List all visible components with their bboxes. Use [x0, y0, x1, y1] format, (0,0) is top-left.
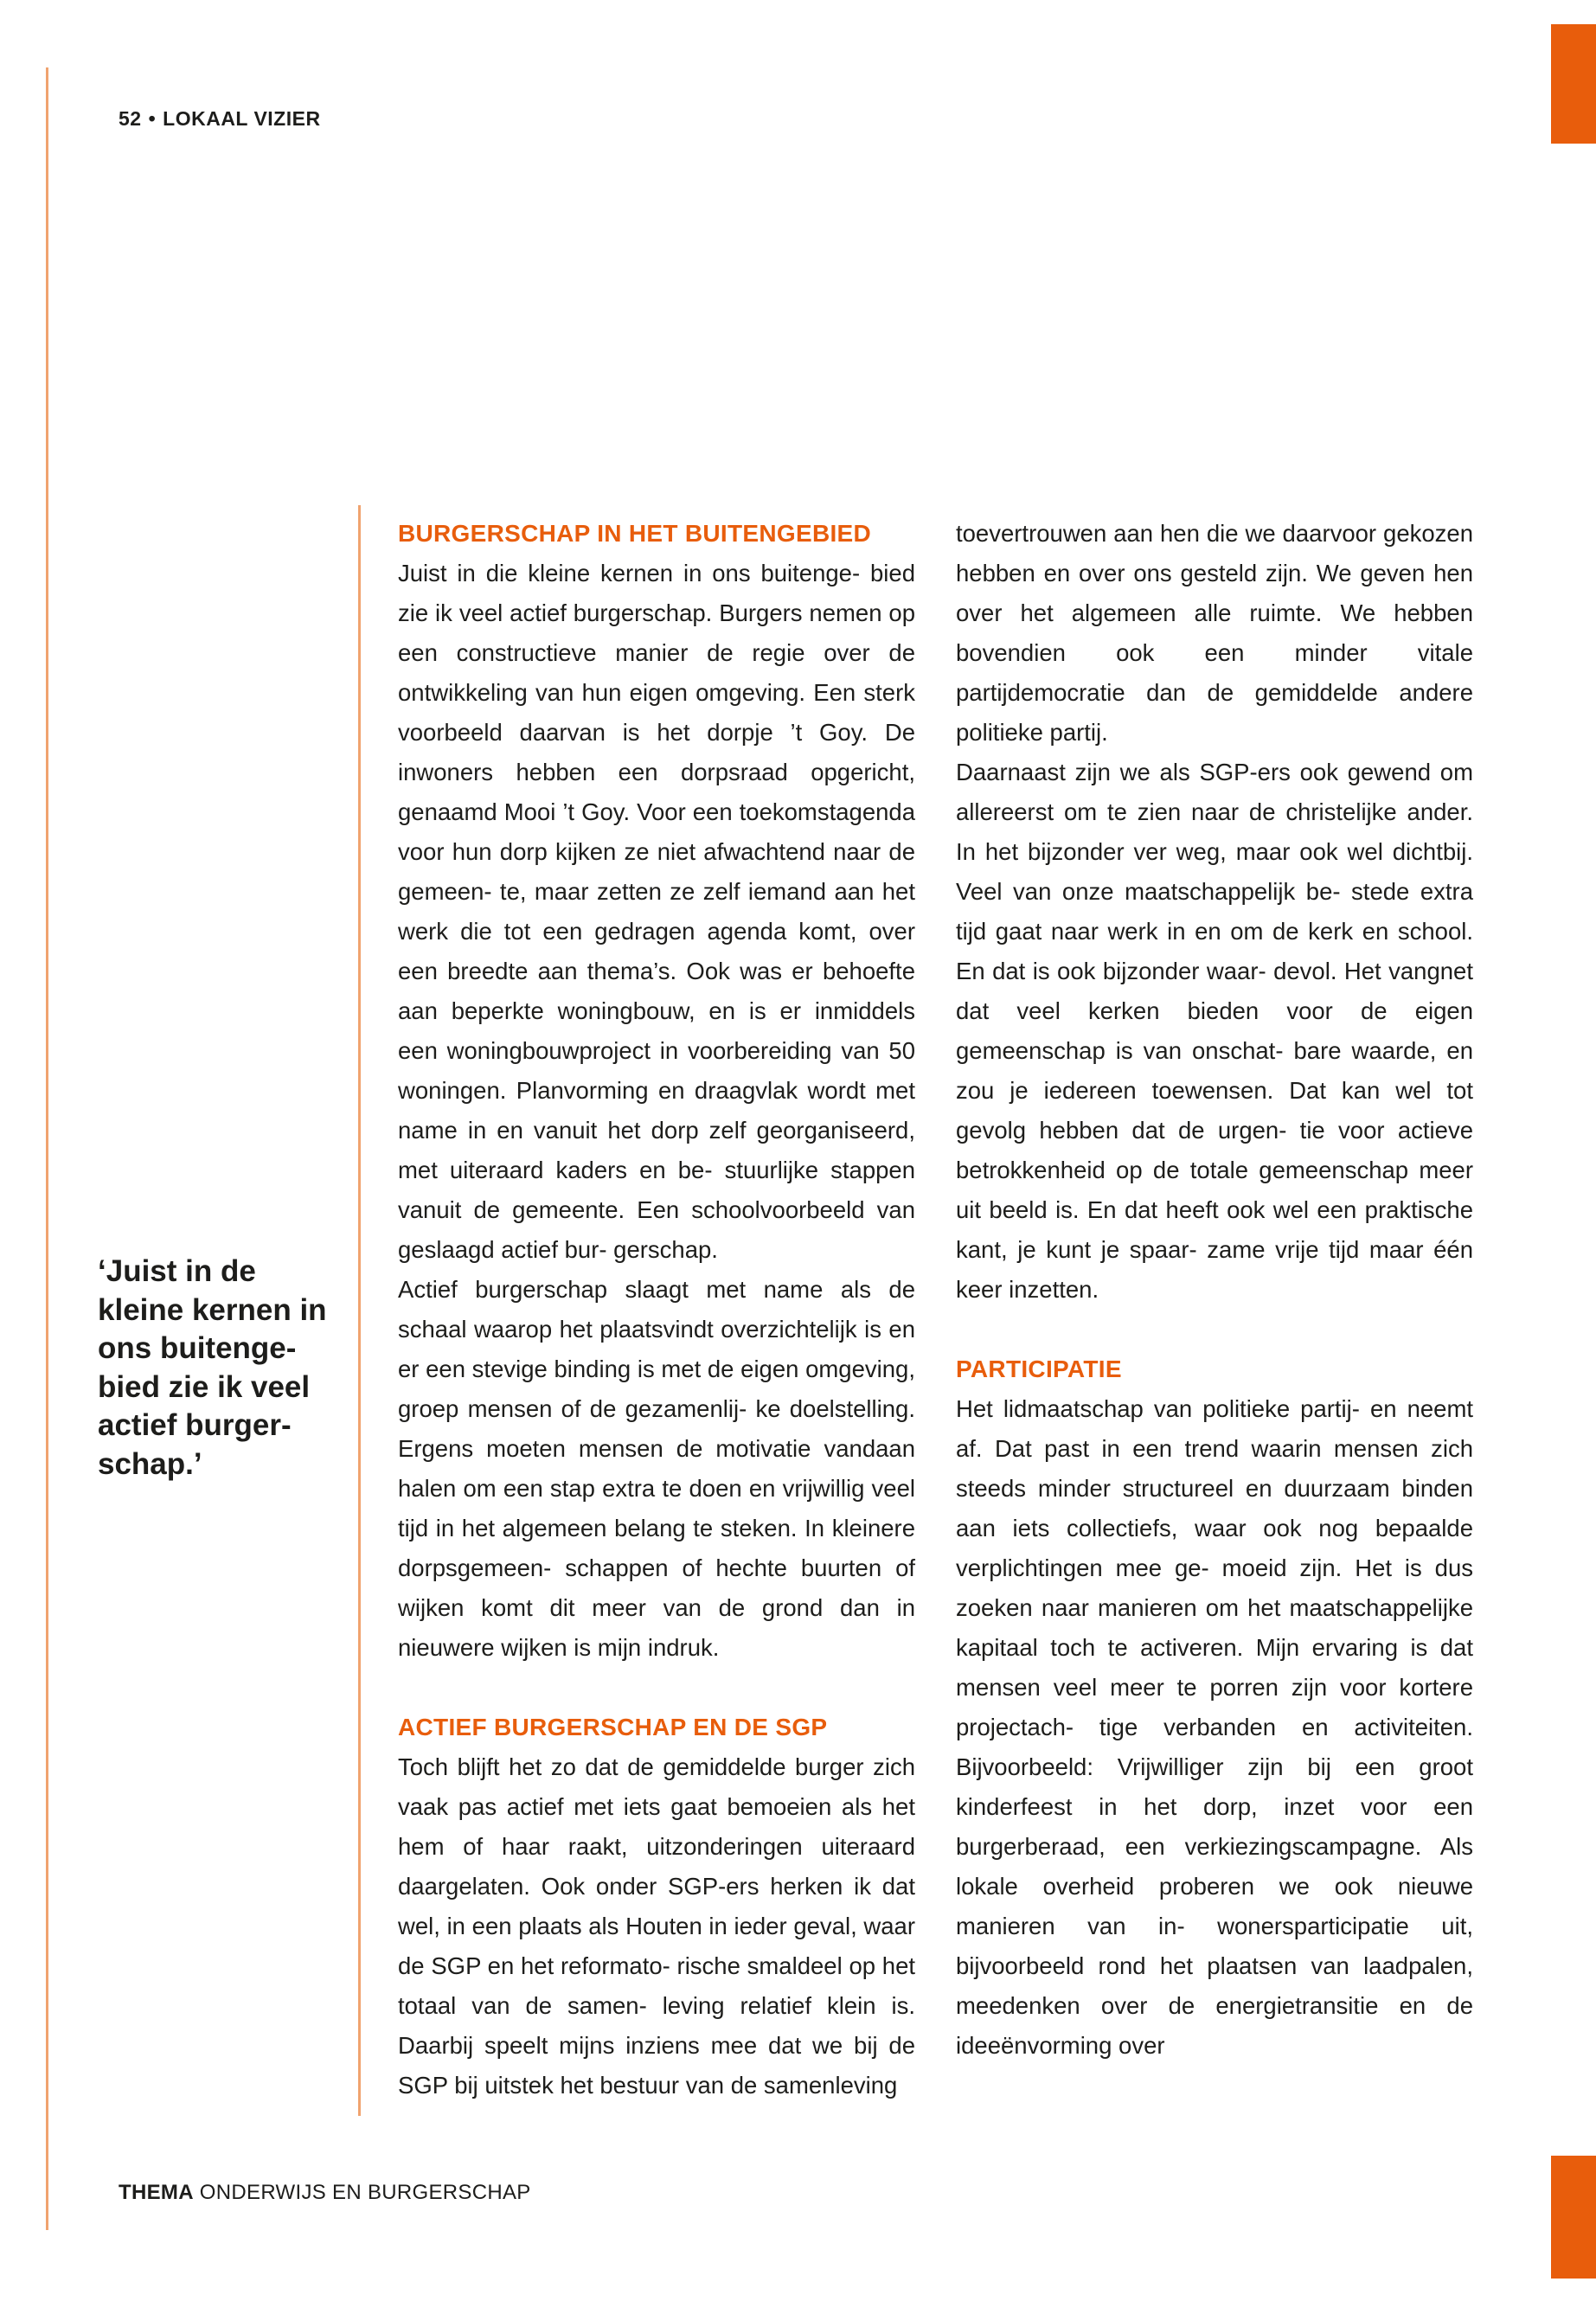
bottom-edge-tab: [1551, 2156, 1596, 2279]
top-edge-tab: [1551, 24, 1596, 144]
article-column-right: [956, 514, 1473, 2066]
section-heading-burgerschap: BURGERSCHAP IN HET BUITENGEBIED: [398, 520, 872, 547]
footer-theme-title: ONDERWIJS EN BURGERSCHAP: [199, 2181, 531, 2204]
article-column-left: [398, 514, 915, 2106]
paragraph: Juist in die kleine kernen in ons buitenge- bied zie ik veel actief burgerschap. Burgers nemen op een constructieve manier de regie over de ontwikkeling van hun eigen omgeving. Een sterk voorbeeld daarvan is het dorpje ’t Goy. De inwoners hebben een dorpsraad opgericht, genaamd Mooi ’t Goy. Voor een toekomstagenda voor hun dorp kijken ze niet afwachtend naar de gemeen- te, maar zetten ze zelf iemand aan het werk die tot een gedragen agenda komt, over een breedte aan thema’s. Ook was er behoefte aan beperkte woningbouw, en is er inmiddels een woningbouwproject in voorbereiding van 50 woningen. Planvorming en draagvlak wordt met name in en vanuit het dorp zelf georganiseerd, met uiteraard kaders en be- stuurlijke stappen vanuit de gemeente. Een schoolvoorbeeld van geslaagd actief bur- gerschap.: [398, 560, 915, 1263]
section-heading-sgp: ACTIEF BURGERSCHAP EN DE SGP: [398, 1714, 828, 1740]
paragraph: Het lidmaatschap van politieke partij- en neemt af. Dat past in een trend waarin mensen zich steeds minder structureel en duurzaam binden aan iets collectiefs, waar ook nog bepaalde verplichtingen mee ge- moeid zijn. Het is dus zoeken naar manieren om het maatschappelijke kapitaal toch te activeren. Mijn ervaring is dat mensen veel meer te porren zijn voor kortere projectach- tige verbanden en activiteiten. Bijvoorbeeld: Vrijwilliger zijn bij een groot kinderfeest in het dorp, inzet voor een burgerberaad, een verkiezingscampagne. Als lokale overheid proberen we ook nieuwe manieren van in- wonersparticipatie uit, bijvoorbeeld rond het plaatsen van laadpalen, meedenken over de energietransitie en de ideeënvorming over: [956, 1395, 1473, 2059]
paragraph: Daarnaast zijn we als SGP-ers ook gewend om allereerst om te zien naar de christelijke ander. In het bijzonder ver weg, maar ook wel dichtbij. Veel van onze maatschappelijk be- stede extra tijd gaat naar werk in en om de kerk en school. En dat is ook bijzonder waar- devol. Het vangnet dat veel kerken bieden voor de eigen gemeenschap is van onschat- bare waarde, en zou je iedereen toewensen. Dat kan wel tot gevolg hebben dat de urgen- tie voor actieve betrokkenheid op de totale gemeenschap meer uit beeld is. En dat heeft ook wel een praktische kant, je kunt je spaar- zame vrije tijd maar één keer inzetten.: [956, 759, 1473, 1303]
running-header: [119, 107, 321, 131]
section-heading-participatie: PARTICIPATIE: [956, 1356, 1122, 1382]
page-number: 52: [119, 107, 142, 130]
magazine-title: LOKAAL VIZIER: [163, 107, 321, 130]
paragraph: Actief burgerschap slaagt met name als de schaal waarop het plaatsvindt overzichtelijk is en er een stevige binding is met de eigen omgeving, groep mensen of de gezamenlij- ke doelstelling. Ergens moeten mensen de motivatie vandaan halen om een stap extra te doen en vrijwillig veel tijd in het algemeen belang te steken. In kleinere dorpsgemeen- schappen of hechte buurten of wijken komt dit meer van de grond dan in nieuwere wijken is mijn indruk.: [398, 1276, 915, 1661]
footer-theme-label: THEMA: [119, 2181, 194, 2204]
paragraph-continued: toevertrouwen aan hen die we daarvoor gekozen hebben en over ons gesteld zijn. We geven hen over het algemeen alle ruimte. We hebben bovendien ook een minder vitale partijdemocratie dan de gemiddelde andere politieke partij.: [956, 520, 1473, 746]
section-spacer: [398, 1668, 915, 1708]
section-spacer: [956, 1310, 1473, 1349]
header-separator: •: [148, 107, 157, 130]
pull-quote: ‘Juist in de kleine kernen in ons buitenge- bied zie ik veel actief burger- schap.’: [98, 1254, 327, 1481]
running-footer: [119, 2181, 531, 2205]
column-divider-rule: [358, 505, 361, 2116]
paragraph-flow: Toch blijft het zo dat de gemiddelde burger zich vaak pas actief met iets gaat bemoeien als het hem of haar raakt, uitzonderingen uiteraard daargelaten. Ook onder SGP-ers herken ik dat wel, in een plaats als Houten in ieder geval, waar de SGP en het reformato- rische smaldeel op het totaal van de samen- leving relatief klein is. Daarbij speelt mijns inziens mee dat we bij de SGP bij uitstek het bestuur van de samenleving: [398, 1753, 915, 2099]
left-margin-rule: [46, 67, 48, 2230]
